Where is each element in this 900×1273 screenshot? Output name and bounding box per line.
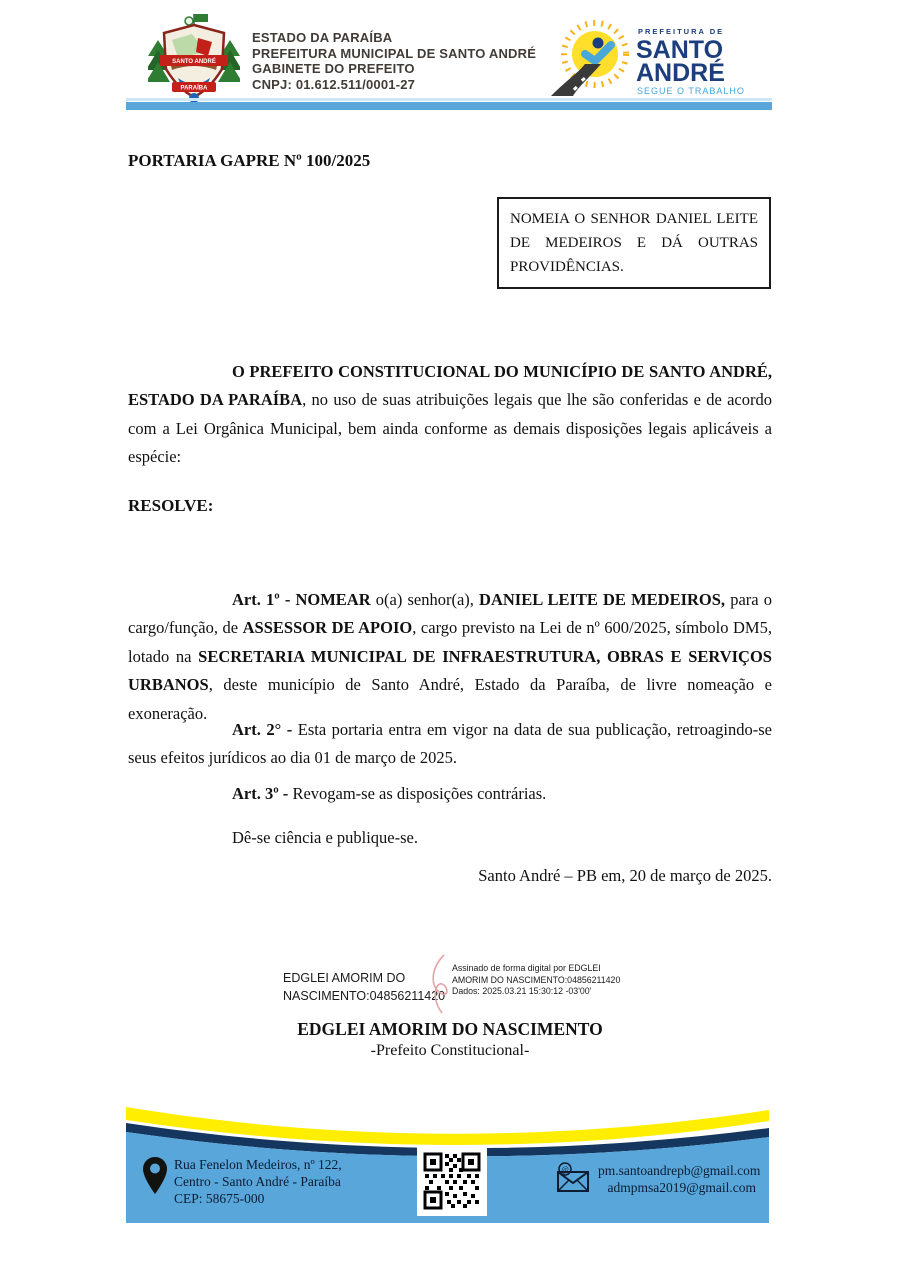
preamble-rest: , no uso de suas atribuições legais que lhe são conferidas e de acordo com a Lei Orgânica Municipal, bem ainda conforme as demais disposições legais aplicáveis a espécie:	[128, 390, 772, 466]
qr-code	[417, 1146, 487, 1216]
org-header-text	[252, 30, 536, 92]
logo-pretitle: PREFEITURA DE	[638, 27, 725, 36]
svg-text:@: @	[561, 1165, 569, 1174]
closing-line: Dê-se ciência e publique-se.	[232, 827, 418, 847]
signer-role: -Prefeito Constitucional-	[370, 1042, 530, 1059]
digital-signature-statement: Assinado de forma digital por EDGLEI AMORIM DO NASCIMENTO:04856211420	[452, 963, 621, 985]
crest-name-banner: SANTO ANDRÉ	[172, 59, 216, 65]
art1-position: ASSESSOR DE APOIO	[242, 618, 413, 637]
preamble-paragraph	[128, 358, 772, 472]
art1-text-2: para o cargo/função, de	[128, 589, 772, 637]
art1-text-4: , deste município de Santo André, Estado da Paraíba, de livre nomeação e exoneração.	[128, 675, 772, 723]
qr-code-icon	[423, 1152, 481, 1210]
header-divider-bar	[126, 102, 772, 110]
municipal-coat-of-arms	[148, 12, 240, 109]
org-line-state: ESTADO DA PARAÍBA	[252, 30, 393, 45]
city-brand-logo-icon	[543, 16, 748, 100]
page-title: PORTARIA GAPRE Nº 100/2025	[128, 151, 371, 170]
org-line-prefeitura: PREFEITURA MUNICIPAL DE SANTO ANDRÉ	[252, 45, 537, 61]
footer-address-line1: Rua Fenelon Medeiros, nº 122,	[174, 1157, 342, 1172]
article-2-paragraph	[128, 716, 772, 773]
date-line: Santo André – PB em, 20 de março de 2025.	[478, 865, 772, 885]
footer-banner	[126, 1104, 769, 1223]
footer-address-block	[142, 1156, 342, 1207]
org-line-gabinete: GABINETE DO PREFEITO	[252, 61, 415, 76]
coat-of-arms-icon	[148, 12, 240, 104]
email-envelope-icon	[556, 1162, 590, 1192]
logo-title-line1: SANTO	[636, 36, 724, 64]
org-line-cnpj: CNPJ: 01.612.511/0001-27	[252, 76, 416, 92]
digital-signature-name: EDGLEI AMORIM DO NASCIMENTO:04856211420	[283, 971, 446, 1003]
digital-signature-details	[452, 963, 636, 998]
preamble-bold: O PREFEITO CONSTITUCIONAL DO MUNICÍPIO DE SANTO ANDRÉ, ESTADO DA PARAÍBA	[128, 361, 772, 409]
footer-address-line2: Centro - Santo André - Paraíba	[174, 1174, 341, 1189]
location-pin-icon	[142, 1156, 168, 1196]
signer-name: EDGLEI AMORIM DO NASCIMENTO	[297, 1019, 603, 1039]
article-1-paragraph	[128, 586, 772, 729]
crest-state-banner: PARAÍBA	[180, 85, 208, 92]
art2-text: Esta portaria entra em vigor na data de sua publicação, retroagindo-se seus efeitos jurídicos ao dia 01 de março de 2025.	[128, 719, 772, 767]
footer-address-line3: CEP: 58675-000	[174, 1191, 265, 1206]
city-brand-logo	[543, 16, 748, 105]
art1-text-1: o(a) senhor(a),	[370, 589, 480, 609]
art1-secretariat: SECRETARIA MUNICIPAL DE INFRAESTRUTURA, OBRAS E SERVIÇOS URBANOS	[128, 646, 772, 694]
art3-heading: Art. 3º -	[232, 783, 293, 803]
article-3-paragraph	[128, 780, 772, 809]
art3-text: Revogam-se as disposições contrárias.	[292, 783, 547, 803]
footer-email-1: pm.santoandrepb@gmail.com	[598, 1163, 761, 1178]
art2-heading: Art. 2° -	[232, 719, 298, 739]
art1-text-3: , cargo previsto na Lei de nº 600/2025, símbolo DM5, lotado na	[128, 618, 772, 666]
footer-email-block	[556, 1162, 761, 1196]
art1-appointee-name: DANIEL LEITE DE MEDEIROS,	[479, 589, 726, 609]
logo-tagline: SEGUE O TRABALHO	[637, 86, 745, 96]
resolve-label: RESOLVE:	[128, 496, 214, 515]
summary-box: NOMEIA O SENHOR DANIEL LEITE DE MEDEIROS E DÁ OUTRAS PROVIDÊNCIAS.	[497, 197, 771, 289]
digital-signature-timestamp: Dados: 2025.03.21 15:30:12 -03'00'	[452, 986, 592, 996]
footer-email-2: admpmsa2019@gmail.com	[607, 1180, 756, 1195]
logo-title-line2: ANDRÉ	[636, 59, 725, 87]
art1-heading: Art. 1º - NOMEAR	[232, 589, 371, 609]
header-divider-light	[126, 98, 772, 101]
